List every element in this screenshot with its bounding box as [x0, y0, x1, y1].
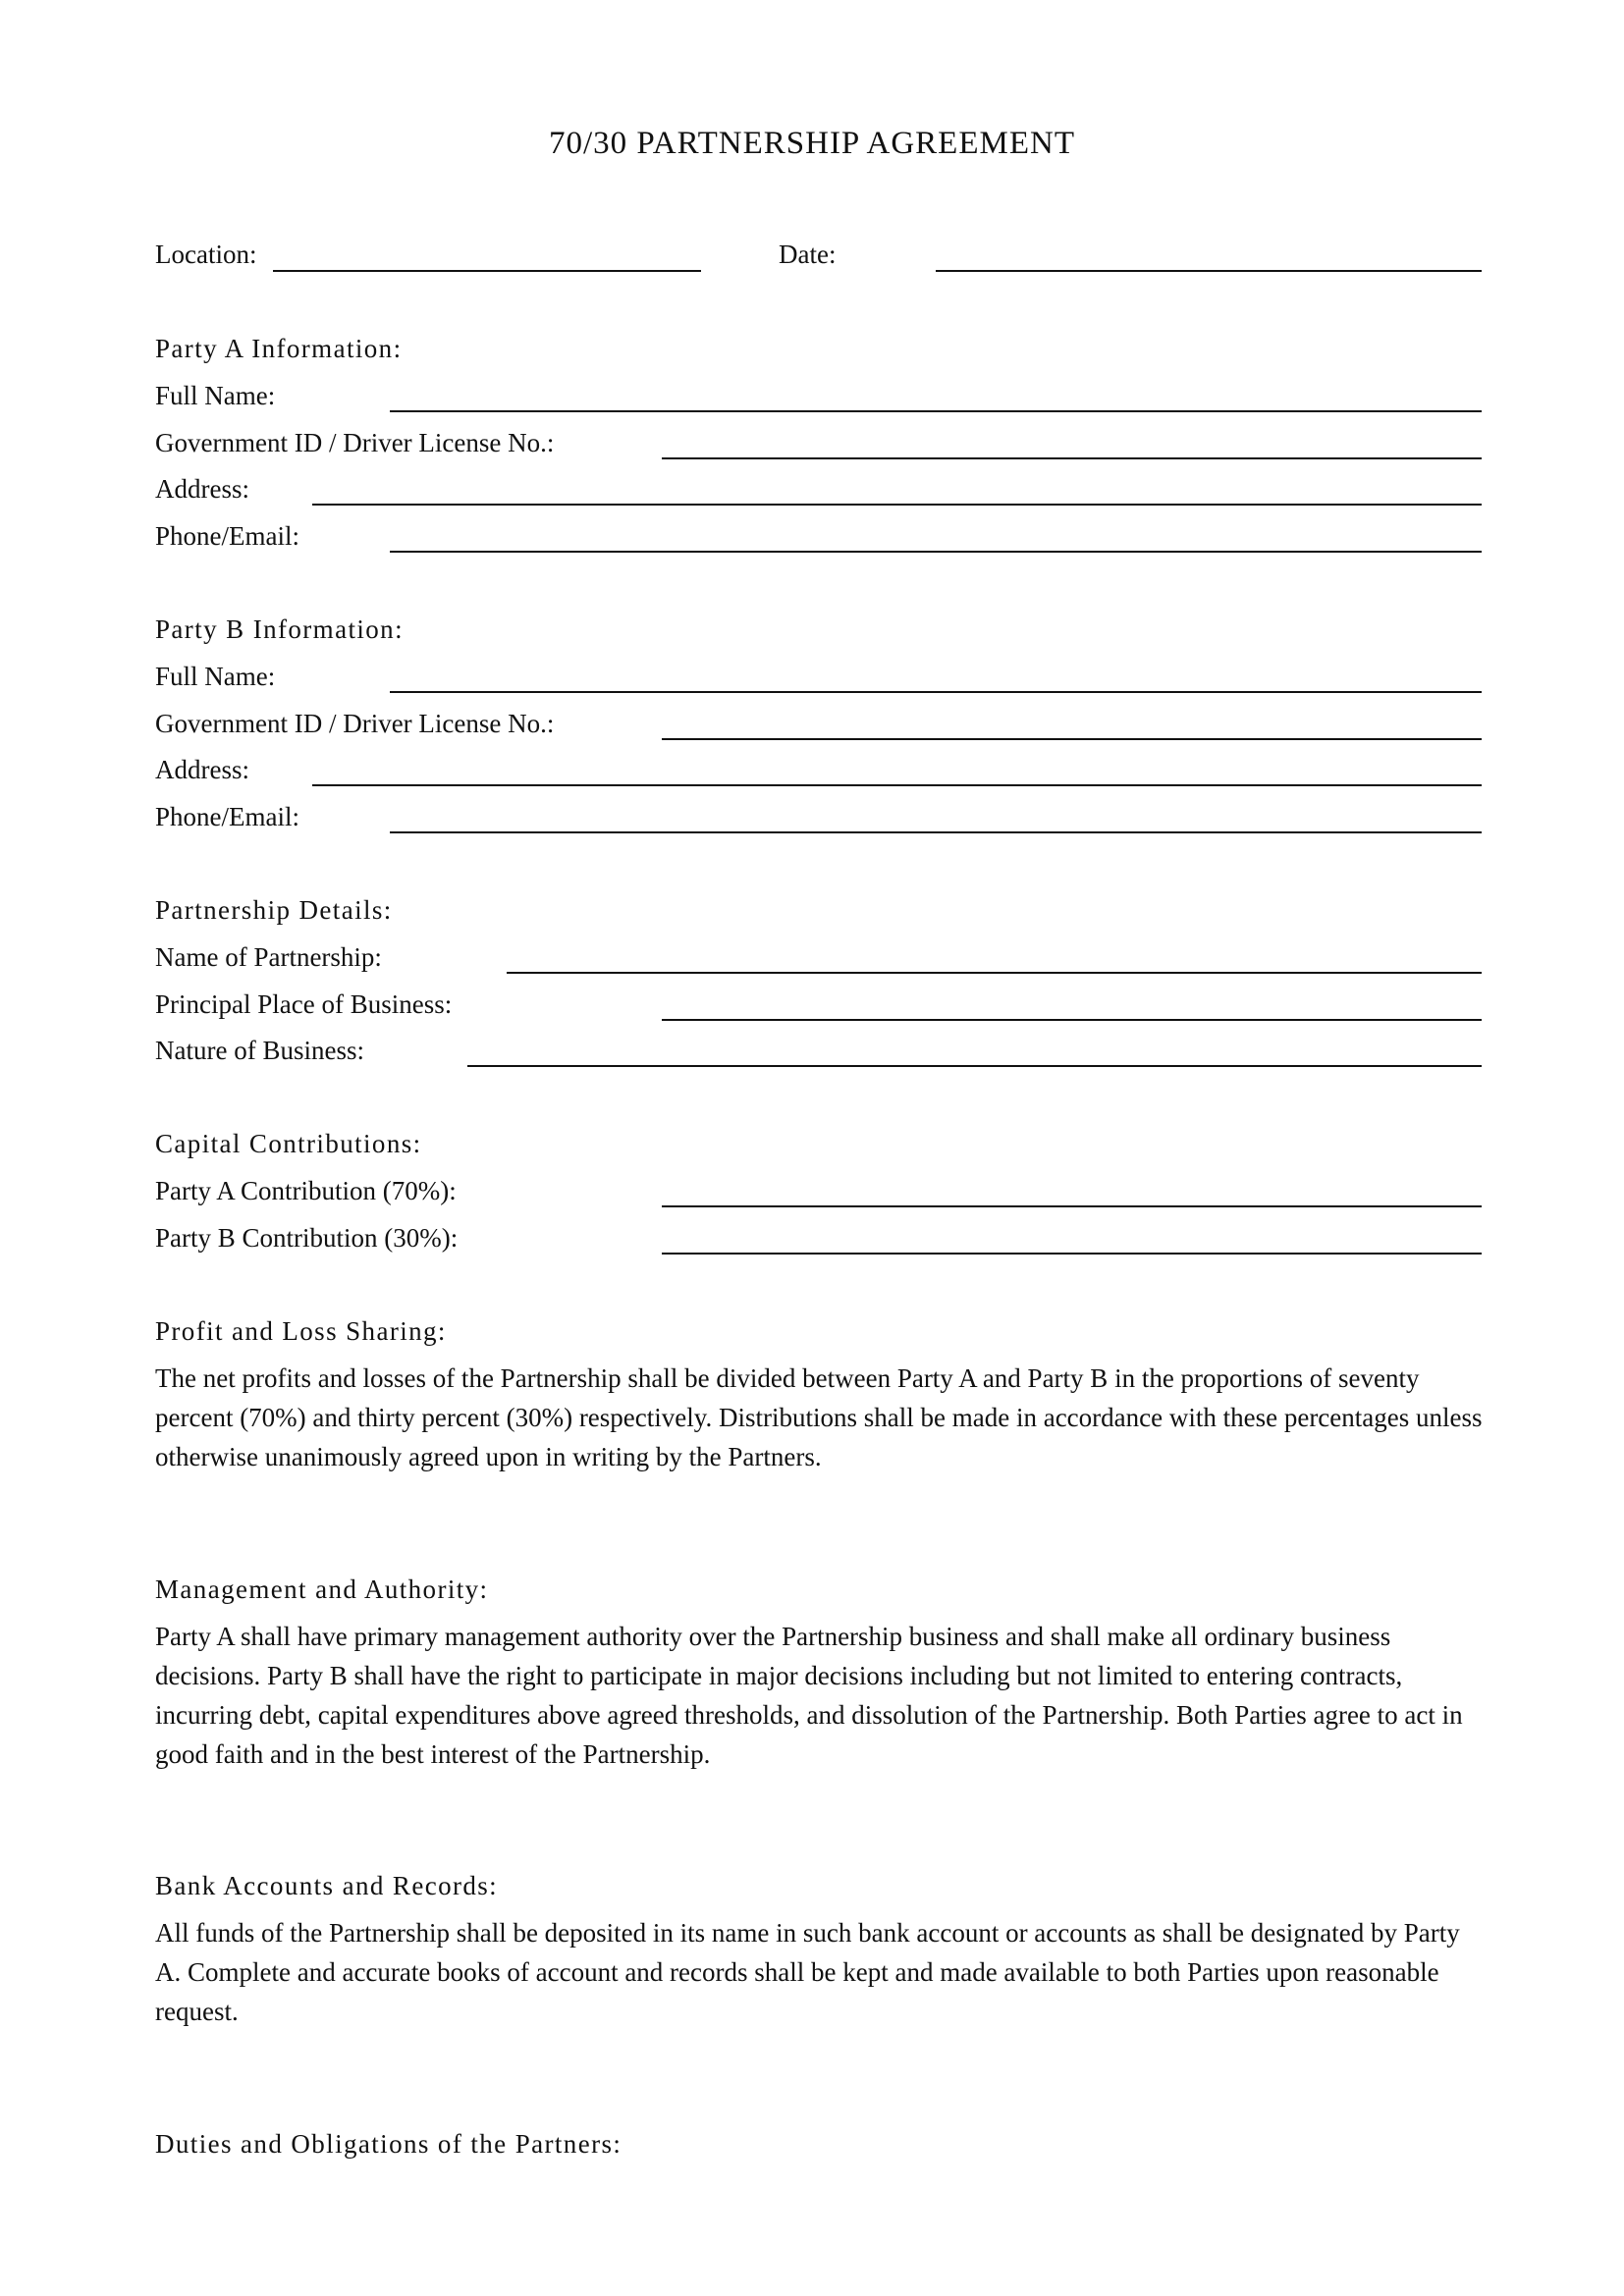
nature-of-business-label: Nature of Business:: [155, 1036, 364, 1065]
party-b-full-name-field[interactable]: [390, 691, 1482, 693]
party-b-phone-email-label: Phone/Email:: [155, 802, 299, 831]
party-a-phone-email-field[interactable]: [390, 551, 1482, 553]
party-a-full-name-field[interactable]: [390, 410, 1482, 412]
partnership-name-label: Name of Partnership:: [155, 942, 382, 972]
party-b-address-label: Address:: [155, 755, 249, 784]
party-b-contribution-field[interactable]: [662, 1253, 1482, 1255]
party-a-contribution-field[interactable]: [662, 1205, 1482, 1207]
bank-accounts-text: All funds of the Partnership shall be deposited in its name in such bank account or accounts as shall be designated by Party A. Complete and accurate books of account and records shall be kept and made available to both Parties upon reasonable request.: [155, 1918, 1460, 2026]
party-b-address-field[interactable]: [312, 784, 1482, 786]
party-a-gov-id-label: Government ID / Driver License No.:: [155, 428, 555, 457]
principal-place-label: Principal Place of Business:: [155, 989, 453, 1019]
party-a-full-name-label: Full Name:: [155, 381, 276, 410]
partnership-name-field[interactable]: [507, 972, 1482, 974]
party-b-gov-id-field[interactable]: [662, 738, 1482, 740]
party-a-address-label: Address:: [155, 474, 249, 504]
partnership-details-heading: Partnership Details:: [155, 895, 393, 925]
date-field[interactable]: [936, 270, 1482, 272]
bank-accounts-heading: Bank Accounts and Records:: [155, 1871, 499, 1900]
management-heading: Management and Authority:: [155, 1575, 489, 1604]
party-b-gov-id-label: Government ID / Driver License No.:: [155, 709, 555, 738]
party-b-heading: Party B Information:: [155, 614, 404, 644]
party-b-contribution-label: Party B Contribution (30%):: [155, 1223, 459, 1253]
party-a-address-field[interactable]: [312, 504, 1482, 506]
party-a-gov-id-field[interactable]: [662, 457, 1482, 459]
profit-loss-heading: Profit and Loss Sharing:: [155, 1316, 447, 1346]
party-a-heading: Party A Information:: [155, 334, 403, 363]
document-title: 70/30 PARTNERSHIP AGREEMENT: [549, 126, 1075, 161]
party-a-phone-email-label: Phone/Email:: [155, 521, 299, 551]
location-label: Location:: [155, 240, 257, 269]
party-b-full-name-label: Full Name:: [155, 662, 276, 691]
nature-of-business-field[interactable]: [467, 1065, 1482, 1067]
duties-heading: Duties and Obligations of the Partners:: [155, 2129, 623, 2159]
party-b-phone-email-field[interactable]: [390, 831, 1482, 833]
date-label: Date:: [779, 240, 837, 269]
principal-place-field[interactable]: [662, 1019, 1482, 1021]
management-text: Party A shall have primary management authority over the Partnership business and shall make all ordinary business decisions. Party B shall have the right to participate in major decisions including but not limited to entering contracts, incurring debt, capital expenditures above agreed thresholds, and dissolution of the Partnership. Both Parties agree to act in good faith and in the best interest of the Partnership.: [155, 1622, 1463, 1769]
location-field[interactable]: [273, 270, 701, 272]
capital-contributions-heading: Capital Contributions:: [155, 1129, 422, 1158]
party-a-contribution-label: Party A Contribution (70%):: [155, 1176, 457, 1205]
profit-loss-text: The net profits and losses of the Partnership shall be divided between Party A and Party B in the proportions of seventy percent (70%) and thirty percent (30%) respectively. Distributions shall be made in accordance with these percentages unless otherwise unanimously agreed upon in writing by the Partners.: [155, 1363, 1483, 1471]
